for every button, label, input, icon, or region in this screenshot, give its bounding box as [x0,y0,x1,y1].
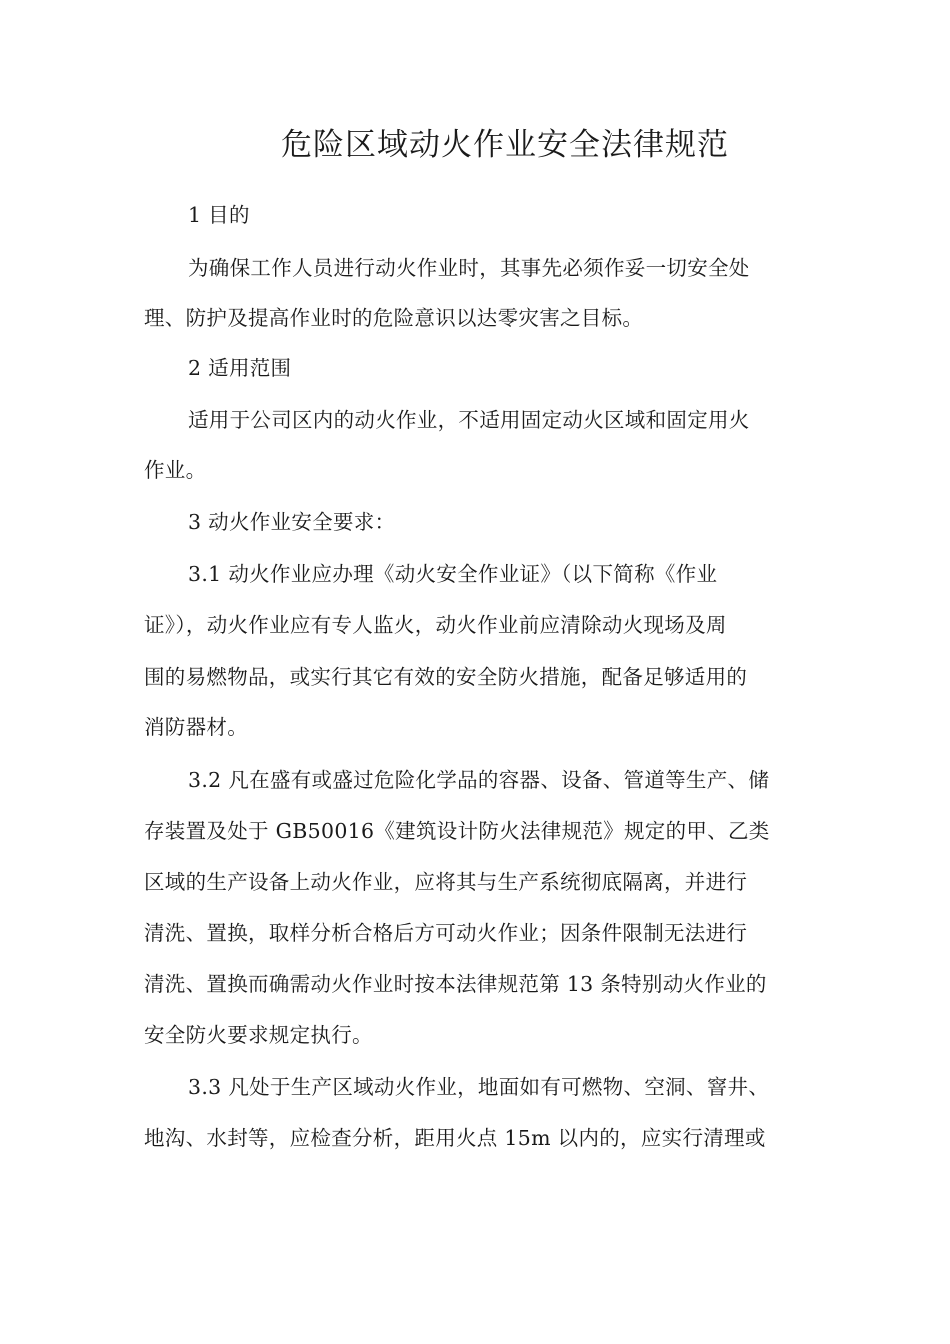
paragraph-line: 区域的生产设备上动火作业，应将其与生产系统彻底隔离，并进行 [144,870,748,894]
paragraph-line: 清洗、置换，取样分析合格后方可动火作业；因条件限制无法进行 [144,921,748,945]
paragraph-line: 安全防火要求规定执行。 [144,1023,373,1047]
paragraph-line: 3.2 凡在盛有或盛过危险化学品的容器、设备、管道等生产、储 [188,768,770,792]
document-title: 危险区域动火作业安全法律规范 [281,127,729,163]
paragraph-line: 存装置及处于 GB50016《建筑设计防火法律规范》规定的甲、乙类 [144,819,770,843]
paragraph-line: 作业。 [144,458,207,482]
section-heading-1: 1 目的 [188,203,250,227]
section-heading-3: 3 动火作业安全要求： [188,510,396,534]
paragraph-line: 消防器材。 [144,715,248,739]
paragraph-line: 围的易燃物品，或实行其它有效的安全防火措施，配备足够适用的 [144,665,748,689]
paragraph-line: 3.1 动火作业应办理《动火安全作业证》（以下简称《作业 [188,562,718,586]
paragraph-line: 为确保工作人员进行动火作业时，其事先必须作妥一切安全处 [188,256,750,280]
paragraph-line: 证》），动火作业应有专人监火，动火作业前应清除动火现场及周 [144,613,727,637]
paragraph-line: 3.3 凡处于生产区域动火作业，地面如有可燃物、空洞、窨井、 [188,1075,770,1099]
paragraph-line: 清洗、置换而确需动火作业时按本法律规范第 13 条特别动火作业的 [144,972,767,996]
paragraph-line: 适用于公司区内的动火作业，不适用固定动火区域和固定用火 [188,408,750,432]
section-heading-2: 2 适用范围 [188,356,292,380]
paragraph-line: 理、防护及提高作业时的危险意识以达零灾害之目标。 [144,306,644,330]
paragraph-line: 地沟、水封等，应检查分析，距用火点 15m 以内的，应实行清理或 [144,1126,766,1150]
